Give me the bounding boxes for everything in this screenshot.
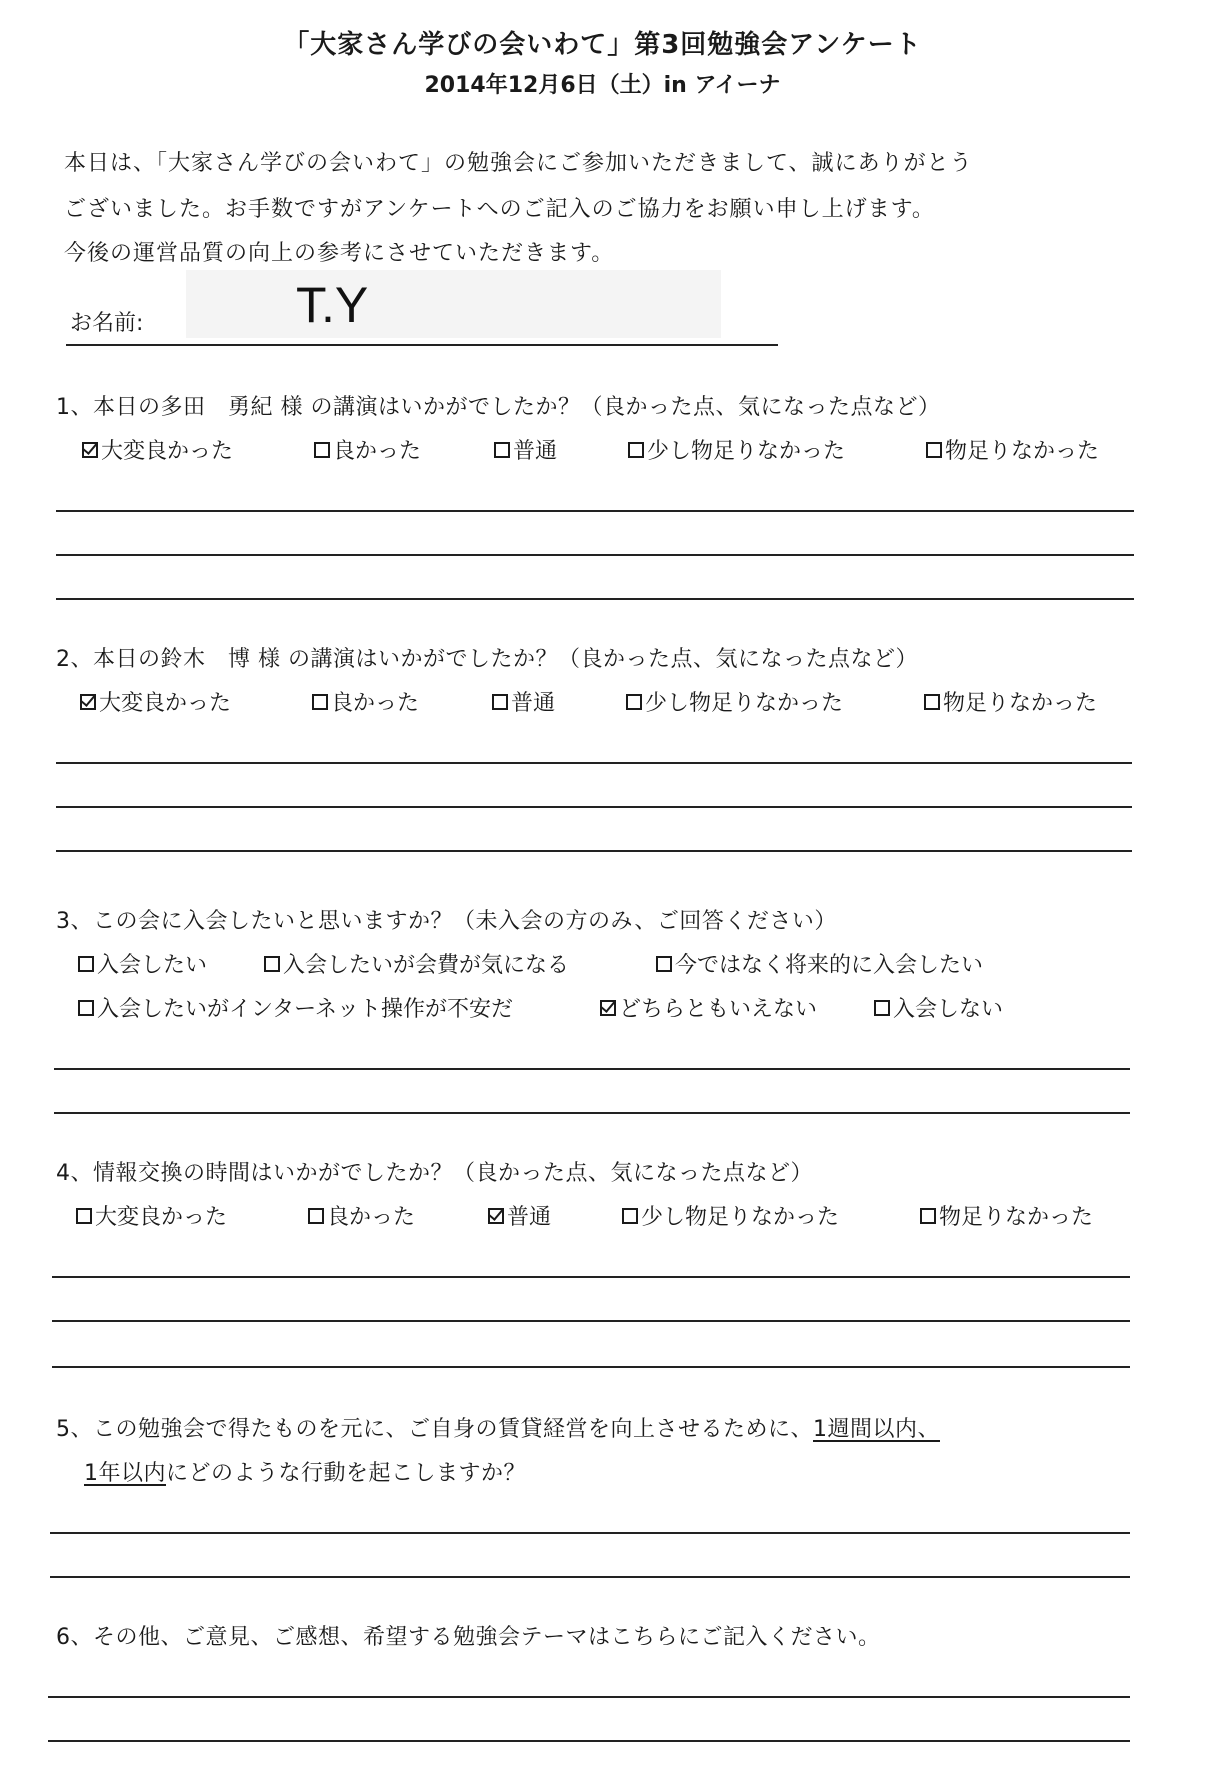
q3-answer-line-2[interactable] bbox=[54, 1112, 1130, 1114]
q5-answer-line-2[interactable] bbox=[50, 1576, 1130, 1578]
q6-answer-line-1[interactable] bbox=[48, 1696, 1130, 1698]
name-redaction-box bbox=[186, 270, 721, 338]
checkbox[interactable] bbox=[312, 694, 328, 710]
q6-text: 6、その他、ご意見、ご感想、希望する勉強会テーマはこちらにご記入ください。 bbox=[56, 1625, 881, 1650]
q5-answer-line-1[interactable] bbox=[50, 1532, 1130, 1534]
q3-option-3[interactable]: 今ではなく将来的に入会したい bbox=[656, 948, 983, 979]
checkbox[interactable] bbox=[622, 1208, 638, 1224]
q1-answer-line-1[interactable] bbox=[56, 510, 1134, 512]
q3-option-4[interactable]: 入会したいがインターネット操作が不安だ bbox=[78, 992, 513, 1023]
q2-option-1[interactable]: 大変良かった bbox=[80, 686, 231, 717]
name-label: お名前: bbox=[70, 311, 144, 336]
q4-option-4[interactable]: 少し物足りなかった bbox=[622, 1200, 839, 1231]
checkbox[interactable] bbox=[626, 694, 642, 710]
q1-option-2[interactable]: 良かった bbox=[314, 434, 421, 465]
checkbox[interactable] bbox=[628, 442, 644, 458]
q3-option-6[interactable]: 入会しない bbox=[874, 992, 1003, 1023]
q3-option-1[interactable]: 入会したい bbox=[78, 948, 207, 979]
q4-option-2[interactable]: 良かった bbox=[308, 1200, 415, 1231]
q4-text: 4、情報交換の時間はいかがでしたか？（良かった点、気になった点など） bbox=[56, 1161, 813, 1186]
checkbox[interactable] bbox=[656, 956, 672, 972]
q1-option-1[interactable]: 大変良かった bbox=[82, 434, 233, 465]
q3-option-5[interactable]: どちらともいえない bbox=[600, 992, 817, 1023]
checkbox-checked[interactable] bbox=[80, 694, 96, 710]
name-underline bbox=[66, 344, 778, 346]
intro-line-3: 今後の運営品質の向上の参考にさせていただきます。 bbox=[64, 241, 615, 266]
q1-answer-line-3[interactable] bbox=[56, 598, 1134, 600]
checkbox[interactable] bbox=[494, 442, 510, 458]
q4-option-3[interactable]: 普通 bbox=[488, 1200, 551, 1231]
q5-text-line-1: 5、この勉強会で得たものを元に、ご自身の賃貸経営を向上させるために、1週間以内、 bbox=[56, 1417, 940, 1442]
q2-option-3[interactable]: 普通 bbox=[492, 686, 555, 717]
q2-answer-line-3[interactable] bbox=[56, 850, 1132, 852]
q1-option-3[interactable]: 普通 bbox=[494, 434, 557, 465]
checkbox[interactable] bbox=[264, 956, 280, 972]
q2-option-5[interactable]: 物足りなかった bbox=[924, 686, 1097, 717]
checkbox-checked[interactable] bbox=[488, 1208, 504, 1224]
q1-option-4[interactable]: 少し物足りなかった bbox=[628, 434, 845, 465]
checkbox[interactable] bbox=[78, 956, 94, 972]
checkbox[interactable] bbox=[78, 1000, 94, 1016]
name-field[interactable]: T.Y bbox=[296, 277, 369, 333]
q5-one-year: 1年以内 bbox=[84, 1461, 166, 1486]
checkbox[interactable] bbox=[314, 442, 330, 458]
q4-option-5[interactable]: 物足りなかった bbox=[920, 1200, 1093, 1231]
q2-option-4[interactable]: 少し物足りなかった bbox=[626, 686, 843, 717]
q4-option-1[interactable]: 大変良かった bbox=[76, 1200, 227, 1231]
checkbox[interactable] bbox=[874, 1000, 890, 1016]
checkbox[interactable] bbox=[924, 694, 940, 710]
q1-text: 1、本日の多田 勇紀 様 の講演はいかがでしたか？（良かった点、気になった点など） bbox=[56, 395, 941, 420]
q3-text: 3、この会に入会したいと思いますか？（未入会の方のみ、ご回答ください） bbox=[56, 909, 837, 934]
survey-title: 「大家さん学びの会いわて」第3回勉強会アンケート bbox=[283, 30, 922, 60]
checkbox-checked[interactable] bbox=[82, 442, 98, 458]
checkbox[interactable] bbox=[76, 1208, 92, 1224]
checkbox[interactable] bbox=[920, 1208, 936, 1224]
q2-text: 2、本日の鈴木 博 様 の講演はいかがでしたか？（良かった点、気になった点など） bbox=[56, 647, 918, 672]
q5-text-line-2: 1年以内にどのような行動を起こしますか？ bbox=[84, 1461, 527, 1486]
intro-line-1: 本日は、「大家さん学びの会いわて」の勉強会にご参加いただきまして、誠にありがとう bbox=[64, 151, 973, 176]
q2-answer-line-1[interactable] bbox=[56, 762, 1132, 764]
q4-answer-line-1[interactable] bbox=[52, 1276, 1130, 1278]
q3-answer-line-1[interactable] bbox=[54, 1068, 1130, 1070]
q4-answer-line-3[interactable] bbox=[52, 1366, 1130, 1368]
q2-answer-line-2[interactable] bbox=[56, 806, 1132, 808]
q1-answer-line-2[interactable] bbox=[56, 554, 1134, 556]
q1-option-5[interactable]: 物足りなかった bbox=[926, 434, 1099, 465]
q5-one-week: 1週間以内、 bbox=[813, 1417, 940, 1442]
checkbox[interactable] bbox=[492, 694, 508, 710]
intro-line-2: ございました。お手数ですがアンケートへのご記入のご協力をお願い申し上げます。 bbox=[64, 197, 935, 222]
q3-option-2[interactable]: 入会したいが会費が気になる bbox=[264, 948, 569, 979]
checkbox-checked[interactable] bbox=[600, 1000, 616, 1016]
checkbox[interactable] bbox=[308, 1208, 324, 1224]
q4-answer-line-2[interactable] bbox=[52, 1320, 1130, 1322]
checkbox[interactable] bbox=[926, 442, 942, 458]
q2-option-2[interactable]: 良かった bbox=[312, 686, 419, 717]
survey-date: 2014年12月6日（土）in アイーナ bbox=[424, 73, 781, 98]
q6-answer-line-2[interactable] bbox=[48, 1740, 1130, 1742]
